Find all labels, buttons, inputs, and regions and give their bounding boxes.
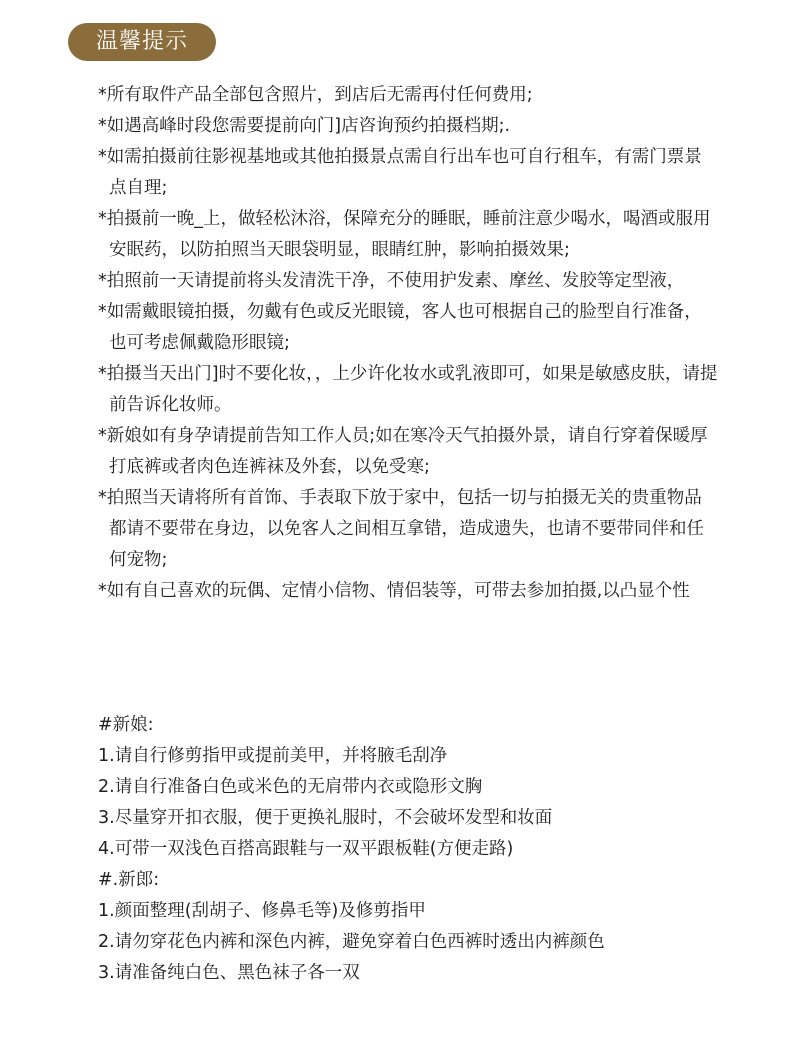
tip-item: *新娘如有身孕请提前告知工作人员;如在寒冷天气拍摄外景，请自行穿着保暖厚打底裤或者肉色连裤袜及外套，以免受寒;	[98, 426, 708, 477]
groom-item: 3.请准备纯白色、黑色袜子各一双	[98, 963, 360, 983]
bride-item: 4.可带一双浅色百搭高跟鞋与一双平跟板鞋(方便走路)	[98, 839, 514, 859]
bride-item: 2.请自行准备白色或米色的无肩带内衣或隐形文胸	[98, 777, 483, 797]
tip-item: *拍照前一天请提前将头发清洗干净，不使用护发素、摩丝、发胶等定型液，	[98, 271, 685, 291]
header-badge: 温馨提示	[68, 23, 216, 61]
groom-item: 2.请勿穿花色内裤和深色内裤，避免穿着白色西裤时透出内裤颜色	[98, 932, 605, 952]
bride-item: 1.请自行修剪指甲或提前美甲，并将腋毛刮净	[98, 746, 448, 766]
tip-item: *如有自己喜欢的玩偶、定情小信物、情侣装等，可带去参加拍摄,以凸显个性	[98, 581, 690, 601]
tip-item: *所有取件产品全部包含照片，到店后无需再付任何费用;	[98, 85, 533, 105]
groom-section	[98, 865, 718, 989]
groom-item: 1.颜面整理(刮胡子、修鼻毛等)及修剪指甲	[98, 901, 426, 921]
tips-list	[98, 80, 718, 607]
bride-section	[98, 710, 718, 865]
tip-item: *拍摄当天出门]时不要化妆，，上少许化妆水或乳液即可，如果是敏感皮肤，请提前告诉化妆师。	[98, 364, 718, 415]
tip-item: *拍摄前一晚_上，做轻松沐浴，保障充分的睡眠，睡前注意少喝水，喝酒或服用安眠药，以防拍照当天眼袋明显，眼睛红肿，影响拍摄效果;	[98, 209, 711, 260]
tip-item: *拍照当天请将所有首饰、手表取下放于家中，包括一切与拍摄无关的贵重物品都请不要带在身边，以免客人之间相互拿错，造成遗失，也请不要带同伴和任何宠物;	[98, 488, 704, 570]
tip-item: *如需戴眼镜拍摄，勿戴有色或反光眼镜，客人也可根据自己的脸型自行准备，也可考虑佩戴隐形眼镜;	[98, 302, 702, 353]
tip-item: *如需拍摄前往影视基地或其他拍摄景点需自行出车也可自行租车，有需门票景点自理;	[98, 147, 702, 198]
groom-heading: #.新郎:	[98, 870, 160, 890]
bride-item: 3.尽量穿开扣衣服，便于更换礼服时，不会破坏发型和妆面	[98, 808, 553, 828]
tip-item: *如遇高峰时段您需要提前向门]店咨询预约拍摄档期;.	[98, 116, 511, 136]
bride-heading: #新娘:	[98, 715, 154, 735]
